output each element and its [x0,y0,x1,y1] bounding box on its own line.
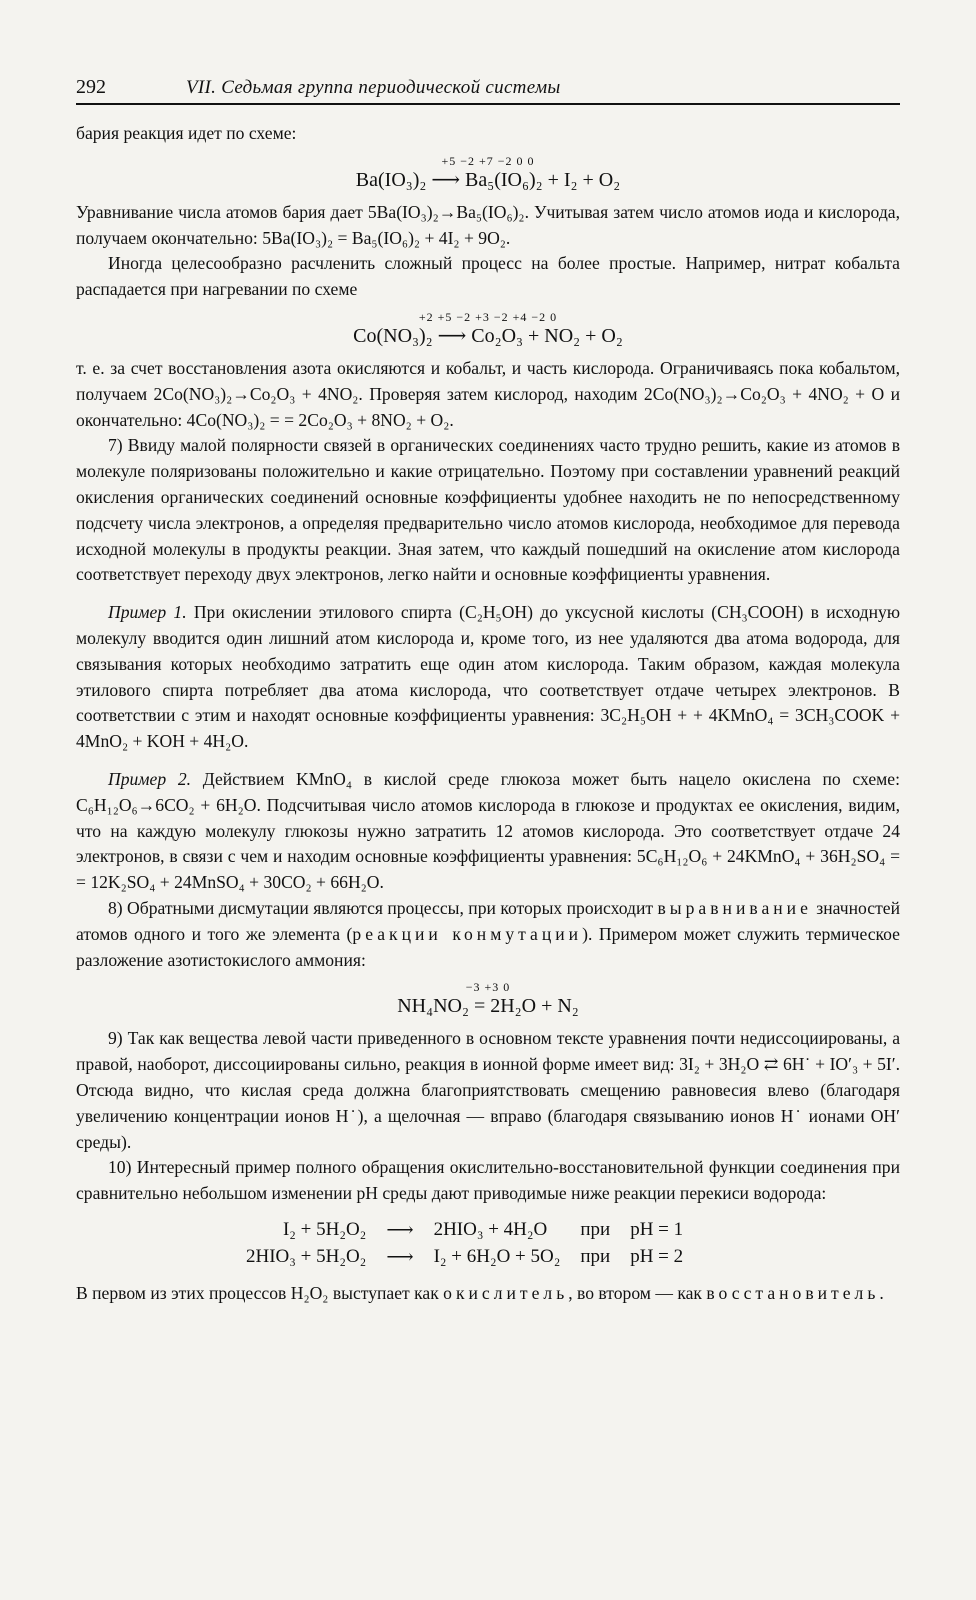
equation-ammonium-nitrite [76,981,900,1018]
page-header [76,76,900,105]
oxidation-states: +2 +5 −2 +3 −2 +4 −2 0 [418,309,558,324]
text-run: , во втором — как [568,1282,707,1303]
text-run: . [879,1282,884,1303]
spacer [76,588,900,600]
reaction-row [236,1244,693,1271]
text-run: значностей атомов одного и того же элемента ( [76,897,901,944]
reaction-row [236,1217,693,1244]
paragraph-note-8 [76,896,900,973]
paragraph-note-10: 10) Интересный пример полного обращения окислительно-восстановительной функции соединения при сравнительно небольшом изменении pH среды дают приводимые ниже реакции перекиси водорода: [76,1157,900,1204]
equation-cobalt-nitrate [76,311,900,348]
reaction-ph: pH = 2 [630,1246,684,1268]
reaction-left: I₂ + 5H₂O₂ [282,1219,367,1241]
equation-formula: Co(NO₃)₂ ⟶ Co₂O₃ + NO₂ + O₂ [353,324,623,347]
spacer [76,755,900,767]
text-run: ). Примером может служить термическое разложение азотистокислого аммония: [76,923,900,970]
page-number: 292 [76,76,106,98]
emphasis-term: окислитель [443,1282,569,1303]
emphasis-term: выравнивание [657,897,812,918]
text-run: 8) Обратными дисмутации являются процессы, при которых происходит [108,897,658,918]
text-run: В первом из этих процессов H₂O₂ выступает как [76,1282,444,1303]
reaction-arrow: ⟶ [386,1246,414,1268]
oxidation-states: +5 −2 +7 −2 0 0 [441,153,535,168]
example-label: Пример 2. [108,768,192,789]
example-text: При окислении этилового спирта (C₂H₅OH) до уксусной кислоты (CH₃COOH) в исходную молекулу вводится один лишний атом кислорода и, кроме того, из нее удаляются два атома водорода, для связывания которых необходимо затратить еще один атом кислорода. Таким образом, каждая молекула этилового спирта потребляет два атома кислорода, что соответствует отдаче четырех электронов. В соответствии с этим и находят основные коэффициенты уравнения: 3C₂H₅OH + + 4KMnO₄ = 3CH₃COOK + 4MnO₂ + KOH + 4H₂O. [76,602,900,752]
paragraph-note-9: 9) Так как вещества левой части приведенного в основном тексте уравнения почти недиссоциированы, а правой, наоборот, диссоциированы сильно, реакция в ионной форме имеет вид: 3I₂ + 3H₂O ⇄ 6H˙ + IO′₃ + 5I′. Отсюда видно, что кислая среда должна благоприятствовать смещению равновесия влево (благодаря увеличению концентрации ионов H˙), а щелочная — вправо (благодаря связыванию ионов H˙ ионами OH′ среды). [76,1028,900,1152]
example-label: Пример 1. [108,602,187,623]
paragraph-cobalt-balance: т. е. за счет восстановления азота окисляются и кобальт, и часть кислорода. Ограничиваясь пока кобальтом, получаем 2Co(NO₃)₂→Co₂O₃ + 4NO₂. Проверяя затем кислород, находим 2Co(NO₃)₂→Co₂O₃ + 4NO₂ + O и окончательно: 4Co(NO₃)₂ = = 2Co₂O₃ + 8NO₂ + O₂. [76,357,900,430]
equation-formula: NH₄NO₂ = 2H₂O + N₂ [397,995,579,1018]
running-title: VII. Седьмая группа периодической системы [186,77,561,98]
reaction-right: 2HIO₃ + 4H₂O [433,1219,548,1241]
paragraph-note-7: 7) Ввиду малой полярности связей в органических соединениях часто трудно решить, какие из атомов в молекуле поляризованы положительно и какие отрицательно. Поэтому при составлении уравнений реакций окисления органических соединений основные коэффициенты удобнее находить не по непосредственному подсчету числа электронов, а определяя предварительно число атомов кислорода, необходимое для перевода исходной молекулы в продукты реакции. Зная затем, что каждый пошедший на окисление атом кислорода соответствует переходу двух электронов, легко найти и основные коэффициенты уравнения. [76,435,900,585]
paragraph-split-process: Иногда целесообразно расчленить сложный процесс на более простые. Например, нитрат кобальта распадается при нагревании по схеме [76,253,900,300]
emphasis-term: реакции конмутации [352,923,583,944]
reaction-right: I₂ + 6H₂O + 5O₂ [433,1246,561,1268]
paragraph-barium-balance: Уравнивание числа атомов бария дает 5Ba(IO₃)₂→Ba₅(IO₆)₂. Учитывая затем число атомов иода и кислорода, получаем окончательно: 5Ba(IO₃)₂ = Ba₅(IO₆)₂ + 4I₂ + 9O₂. [76,201,900,248]
equation-barium-iodate [76,155,900,192]
reaction-left: 2HIO₃ + 5H₂O₂ [246,1246,367,1268]
reactions-table [236,1217,693,1271]
emphasis-term: восстановитель [706,1282,880,1303]
reaction-arrow: ⟶ [386,1219,414,1241]
reaction-at: при [580,1219,611,1241]
reaction-ph: pH = 1 [630,1219,684,1241]
example-text: Действием KMnO₄ в кислой среде глюкоза может быть нацело окислена по схеме: C₆H₁₂O₆→6CO₂ + 6H₂O. Подсчитывая число атомов кислорода в глюкозе и продуктах ее окисления, видим, что на каждую молекулу глюкозы нужно затратить 12 атомов кислорода. Это соответствует отдаче 24 электронов, в связи с чем и находим основные коэффициенты уравнения: 5C₆H₁₂O₆ + 24KMnO₄ + 36H₂SO₄ = = 12K₂SO₄ + 24MnSO₄ + 30CO₂ + 66H₂O. [76,768,900,893]
reaction-at: при [580,1246,611,1268]
paragraph-example-2 [76,767,900,896]
paragraph-intro: бария реакция идет по схеме: [76,123,297,143]
equation-formula: Ba(IO₃)₂ ⟶ Ba₅(IO₆)₂ + I₂ + O₂ [355,168,621,191]
paragraph-conclusion [76,1281,900,1307]
oxidation-states: −3 +3 0 [465,980,511,995]
paragraph-example-1 [76,600,900,755]
